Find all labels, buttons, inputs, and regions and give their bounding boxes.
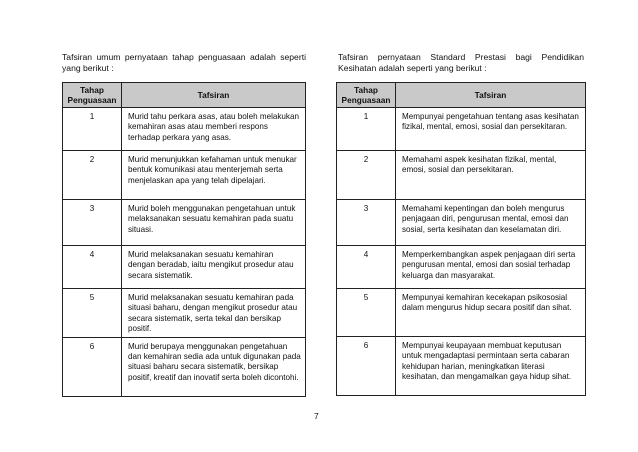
level-description: Memahami aspek kesihatan fizikal, mental, emosi, sosial dan persekitaran. <box>396 151 586 200</box>
level-number: 3 <box>337 200 396 246</box>
header-tahap-penguasaan: Tahap Penguasaan <box>63 83 122 108</box>
table-row <box>63 289 306 338</box>
level-description: Memahami kepentingan dan boleh mengurus penjagaan diri, pengurusan mental, emosi dan sosial, serta kesihatan dan keselamatan diri. <box>396 200 586 246</box>
level-number: 2 <box>337 151 396 200</box>
level-description: Mempunyai kemahiran kecekapan psikososial dalam mengurus hidup secara positif dan sihat. <box>396 289 586 337</box>
level-number: 5 <box>337 289 396 337</box>
page-number: 7 <box>314 411 319 421</box>
table-row <box>337 246 586 289</box>
intro-paragraph-umum: Tafsiran umum pernyataan tahap penguasaan adalah seperti yang berikut : <box>62 52 306 73</box>
table-header-row <box>337 83 586 108</box>
level-description: Murid melaksanakan sesuatu kemahiran dengan beradab, iaitu mengikut prosedur atau secara sistematik. <box>122 246 306 289</box>
level-description: Murid melaksanakan sesuatu kemahiran pada situasi baharu, dengan mengikut prosedur atau secara sistematik, serta tekal dan bersikap positif. <box>122 289 306 338</box>
table-row <box>63 337 306 396</box>
level-description: Murid menunjukkan kefahaman untuk menukar bentuk komunikasi atau menterjemah serta menjelaskan apa yang telah dipelajari. <box>122 151 306 200</box>
header-tafsiran: Tafsiran <box>122 83 306 108</box>
table-row <box>337 200 586 246</box>
header-tafsiran: Tafsiran <box>396 83 586 108</box>
level-number: 2 <box>63 151 122 200</box>
level-number: 4 <box>337 246 396 289</box>
table-row <box>337 337 586 396</box>
level-description: Memperkembangkan aspek penjagaan diri serta pengurusan mental, emosi dan sosial terhadap keluarga dan masyarakat. <box>396 246 586 289</box>
table-header-row <box>63 83 306 108</box>
level-description: Murid boleh menggunakan pengetahuan untuk melaksanakan sesuatu kemahiran pada suatu situasi. <box>122 200 306 246</box>
intro-paragraph-kesihatan: Tafsiran pernyataan Standard Prestasi bagi Pendidikan Kesihatan adalah seperti yang berikut : <box>338 52 584 73</box>
table-row <box>63 108 306 151</box>
table-tahap-penguasaan-umum <box>62 82 306 397</box>
level-number: 6 <box>63 337 122 396</box>
level-number: 5 <box>63 289 122 338</box>
table-row <box>337 289 586 337</box>
table-tahap-penguasaan-kesihatan <box>336 82 586 396</box>
level-number: 3 <box>63 200 122 246</box>
level-number: 1 <box>337 108 396 151</box>
header-tahap-penguasaan: Tahap Penguasaan <box>337 83 396 108</box>
level-description: Mempunyai pengetahuan tentang asas kesihatan fizikal, mental, emosi, sosial dan persekitaran. <box>396 108 586 151</box>
table-row <box>337 151 586 200</box>
level-description: Mempunyai keupayaan membuat keputusan untuk mengadaptasi permintaan serta cabaran kehidupan harian, meningkatkan literasi kesihatan, dan mengamalkan gaya hidup sihat. <box>396 337 586 396</box>
table-row <box>63 151 306 200</box>
level-number: 4 <box>63 246 122 289</box>
table-row <box>63 246 306 289</box>
table-row <box>337 108 586 151</box>
level-description: Murid tahu perkara asas, atau boleh melakukan kemahiran asas atau memberi respons terhadap perkara yang asas. <box>122 108 306 151</box>
table-row <box>63 200 306 246</box>
level-description: Murid berupaya menggunakan pengetahuan dan kemahiran sedia ada untuk digunakan pada situasi baharu secara sistematik, bersikap positif, kreatif dan inovatif serta boleh dicontohi. <box>122 337 306 396</box>
level-number: 1 <box>63 108 122 151</box>
level-number: 6 <box>337 337 396 396</box>
